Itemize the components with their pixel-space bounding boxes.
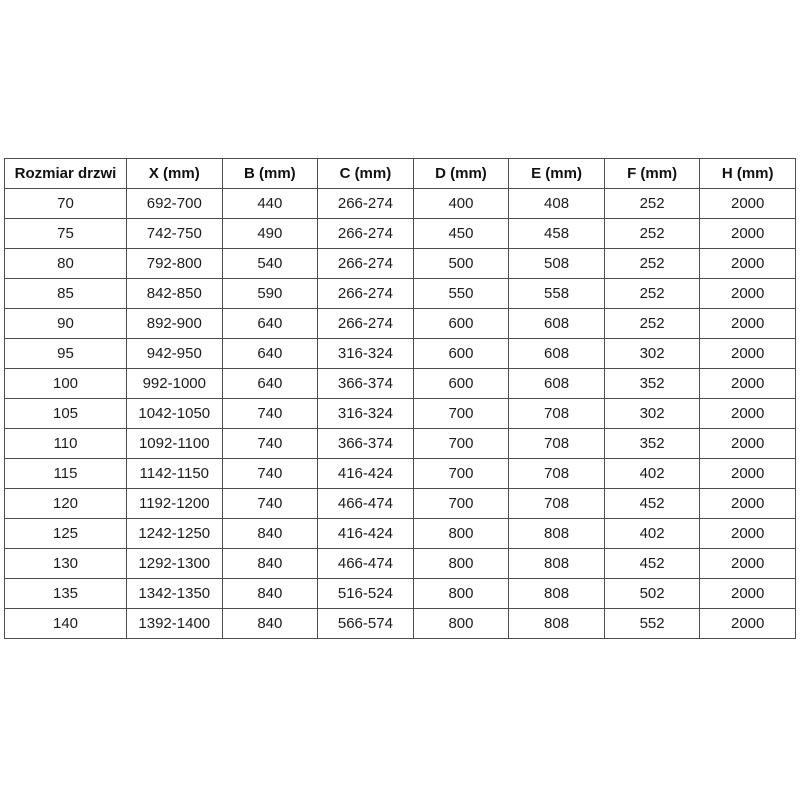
table-cell: 792-800 — [127, 249, 223, 279]
table-cell: 608 — [509, 339, 605, 369]
table-cell: 1342-1350 — [127, 579, 223, 609]
table-cell: 600 — [413, 369, 509, 399]
table-cell: 366-374 — [318, 369, 414, 399]
header-cell: H (mm) — [700, 159, 796, 189]
table-cell: 402 — [604, 519, 700, 549]
table-cell: 552 — [604, 609, 700, 639]
table-row — [5, 339, 796, 369]
table-cell: 352 — [604, 369, 700, 399]
table-cell: 992-1000 — [127, 369, 223, 399]
table-cell: 700 — [413, 399, 509, 429]
table-cell: 1192-1200 — [127, 489, 223, 519]
table-cell: 708 — [509, 459, 605, 489]
table-cell: 400 — [413, 189, 509, 219]
table-cell: 600 — [413, 339, 509, 369]
table-cell: 352 — [604, 429, 700, 459]
table-cell: 942-950 — [127, 339, 223, 369]
table-cell: 402 — [604, 459, 700, 489]
table-cell: 100 — [5, 369, 127, 399]
table-cell: 135 — [5, 579, 127, 609]
table-cell: 708 — [509, 429, 605, 459]
table-row — [5, 429, 796, 459]
table-cell: 740 — [222, 459, 318, 489]
table-cell: 125 — [5, 519, 127, 549]
table-cell: 80 — [5, 249, 127, 279]
table-row — [5, 609, 796, 639]
header-cell: E (mm) — [509, 159, 605, 189]
table-cell: 2000 — [700, 429, 796, 459]
table-cell: 1242-1250 — [127, 519, 223, 549]
table-cell: 808 — [509, 549, 605, 579]
header-cell: Rozmiar drzwi — [5, 159, 127, 189]
table-cell: 466-474 — [318, 489, 414, 519]
table-cell: 840 — [222, 549, 318, 579]
table-row — [5, 489, 796, 519]
table-cell: 840 — [222, 579, 318, 609]
header-cell: B (mm) — [222, 159, 318, 189]
table-cell: 302 — [604, 339, 700, 369]
table-cell: 115 — [5, 459, 127, 489]
table-cell: 110 — [5, 429, 127, 459]
table-cell: 466-474 — [318, 549, 414, 579]
table-cell: 700 — [413, 429, 509, 459]
table-cell: 75 — [5, 219, 127, 249]
table-cell: 2000 — [700, 369, 796, 399]
table-cell: 95 — [5, 339, 127, 369]
table-cell: 2000 — [700, 339, 796, 369]
table-cell: 840 — [222, 519, 318, 549]
table-cell: 316-324 — [318, 339, 414, 369]
table-cell: 120 — [5, 489, 127, 519]
table-cell: 266-274 — [318, 249, 414, 279]
table-cell: 608 — [509, 369, 605, 399]
table-cell: 2000 — [700, 459, 796, 489]
table-cell: 808 — [509, 519, 605, 549]
table-cell: 892-900 — [127, 309, 223, 339]
table-row — [5, 459, 796, 489]
table-cell: 700 — [413, 489, 509, 519]
table-cell: 252 — [604, 189, 700, 219]
table-cell: 452 — [604, 489, 700, 519]
table-cell: 266-274 — [318, 189, 414, 219]
table-cell: 2000 — [700, 309, 796, 339]
table-cell: 408 — [509, 189, 605, 219]
header-cell: X (mm) — [127, 159, 223, 189]
table-cell: 692-700 — [127, 189, 223, 219]
table-cell: 1042-1050 — [127, 399, 223, 429]
table-body — [5, 189, 796, 639]
table-cell: 2000 — [700, 249, 796, 279]
table-cell: 416-424 — [318, 519, 414, 549]
table-cell: 252 — [604, 279, 700, 309]
header-cell: C (mm) — [318, 159, 414, 189]
table-cell: 516-524 — [318, 579, 414, 609]
table-cell: 316-324 — [318, 399, 414, 429]
table-cell: 2000 — [700, 609, 796, 639]
table-row — [5, 249, 796, 279]
table-cell: 558 — [509, 279, 605, 309]
table-cell: 450 — [413, 219, 509, 249]
table-cell: 550 — [413, 279, 509, 309]
table-cell: 266-274 — [318, 309, 414, 339]
table-cell: 800 — [413, 519, 509, 549]
table-cell: 2000 — [700, 519, 796, 549]
table-row — [5, 219, 796, 249]
table-cell: 130 — [5, 549, 127, 579]
table-row — [5, 399, 796, 429]
table-cell: 252 — [604, 219, 700, 249]
table-cell: 2000 — [700, 489, 796, 519]
table-cell: 742-750 — [127, 219, 223, 249]
table-cell: 800 — [413, 609, 509, 639]
table-cell: 252 — [604, 309, 700, 339]
table-cell: 85 — [5, 279, 127, 309]
table-cell: 566-574 — [318, 609, 414, 639]
table-cell: 452 — [604, 549, 700, 579]
table-cell: 458 — [509, 219, 605, 249]
table-cell: 440 — [222, 189, 318, 219]
table-cell: 808 — [509, 609, 605, 639]
table-row — [5, 579, 796, 609]
table-cell: 502 — [604, 579, 700, 609]
table-row — [5, 519, 796, 549]
table-cell: 640 — [222, 369, 318, 399]
table-cell: 800 — [413, 549, 509, 579]
table-cell: 140 — [5, 609, 127, 639]
table-row — [5, 309, 796, 339]
table-cell: 640 — [222, 339, 318, 369]
table-cell: 70 — [5, 189, 127, 219]
table-cell: 2000 — [700, 579, 796, 609]
table-cell: 600 — [413, 309, 509, 339]
table-cell: 1092-1100 — [127, 429, 223, 459]
table-row — [5, 279, 796, 309]
table-cell: 840 — [222, 609, 318, 639]
table-cell: 708 — [509, 399, 605, 429]
table-cell: 590 — [222, 279, 318, 309]
table-cell: 2000 — [700, 399, 796, 429]
table-cell: 508 — [509, 249, 605, 279]
table-cell: 2000 — [700, 279, 796, 309]
table-cell: 1142-1150 — [127, 459, 223, 489]
table-cell: 266-274 — [318, 219, 414, 249]
table-cell: 800 — [413, 579, 509, 609]
door-size-table — [4, 158, 796, 639]
table-cell: 700 — [413, 459, 509, 489]
table-cell: 490 — [222, 219, 318, 249]
header-cell: F (mm) — [604, 159, 700, 189]
table-cell: 2000 — [700, 219, 796, 249]
table-cell: 500 — [413, 249, 509, 279]
table-cell: 740 — [222, 489, 318, 519]
header-row — [5, 159, 796, 189]
table-cell: 740 — [222, 399, 318, 429]
table-cell: 252 — [604, 249, 700, 279]
table-cell: 366-374 — [318, 429, 414, 459]
table-cell: 90 — [5, 309, 127, 339]
table-cell: 1292-1300 — [127, 549, 223, 579]
table-cell: 842-850 — [127, 279, 223, 309]
table-cell: 266-274 — [318, 279, 414, 309]
table-cell: 640 — [222, 309, 318, 339]
table-cell: 740 — [222, 429, 318, 459]
table-cell: 608 — [509, 309, 605, 339]
table-cell: 1392-1400 — [127, 609, 223, 639]
table-row — [5, 369, 796, 399]
table-cell: 2000 — [700, 549, 796, 579]
table-cell: 708 — [509, 489, 605, 519]
header-cell: D (mm) — [413, 159, 509, 189]
table-row — [5, 189, 796, 219]
table-cell: 302 — [604, 399, 700, 429]
table-cell: 2000 — [700, 189, 796, 219]
table-cell: 540 — [222, 249, 318, 279]
table-cell: 808 — [509, 579, 605, 609]
table-cell: 416-424 — [318, 459, 414, 489]
table-row — [5, 549, 796, 579]
table-cell: 105 — [5, 399, 127, 429]
